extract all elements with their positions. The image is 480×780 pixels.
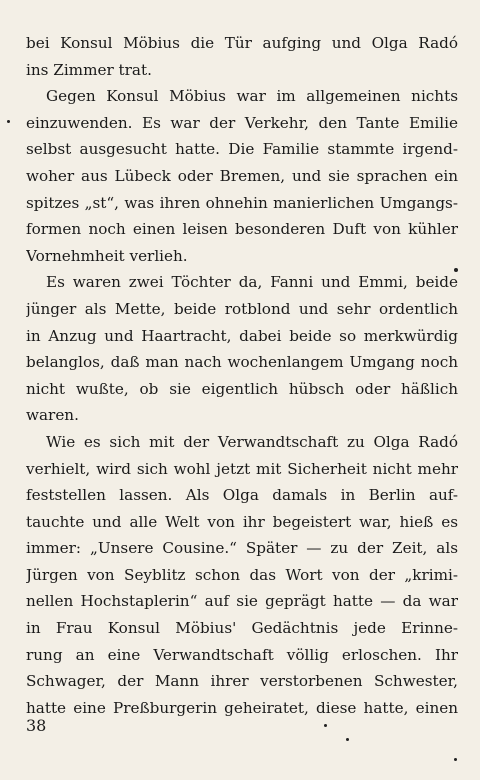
print-speck [324,724,327,727]
page-number: 38 [26,716,47,735]
body-text [26,30,458,721]
text-line: nellen Hochstaplerin“ auf sie geprägt hatte — da war [26,592,458,611]
text-line: in Frau Konsul Möbius' Gedächtnis jede Erinne- [26,619,458,638]
print-speck [454,268,458,272]
text-line: Schwager, der Mann ihrer verstorbenen Schwester, [26,672,458,691]
text-line: woher aus Lübeck oder Bremen, und sie sprachen ein [26,166,458,185]
text-line: einzuwenden. Es war der Verkehr, den Tante Emilie [26,113,458,132]
print-speck [7,120,10,123]
print-speck [454,758,457,761]
text-line: in Anzug und Haartracht, dabei beide so merkwürdig [26,326,458,345]
text-line: immer: „Unsere Cousine.“ Später — zu der Zeit, als [26,539,458,558]
text-line: belanglos, daß man nach wochenlangem Umgang noch [26,353,458,372]
text-line: Wie es sich mit der Verwandtschaft zu Olga Radó [46,432,458,451]
text-line: bei Konsul Möbius die Tür aufging und Olga Radó [26,34,458,52]
text-line: selbst ausgesucht hatte. Die Familie stammte irgend- [26,140,458,159]
text-line: tauchte und alle Welt von ihr begeistert war, hieß es [26,512,458,531]
text-line: spitzes „st“, was ihren ohnehin manierlichen Umgangs- [26,193,458,212]
text-line: verhielt, wird sich wohl jetzt mit Sicherheit nicht mehr [26,459,458,478]
text-line: rung an eine Verwandtschaft völlig erloschen. Ihr [26,645,458,664]
text-line: jünger als Mette, beide rotblond und sehr ordentlich [26,299,458,318]
text-line: Gegen Konsul Möbius war im allgemeinen nichts [46,87,458,106]
text-line: ins Zimmer trat. [26,60,152,79]
text-line: Es waren zwei Töchter da, Fanni und Emmi, beide [46,273,458,292]
text-line: waren. [26,406,79,425]
text-line: hatte eine Preßburgerin geheiratet, diese hatte, einen [26,698,458,717]
text-line: nicht wußte, ob sie eigentlich hübsch oder häßlich [26,379,458,398]
text-line: Jürgen von Seyblitz schon das Wort von der „krimi- [26,565,458,584]
text-line: formen noch einen leisen besonderen Duft von kühler [26,220,458,239]
text-line: Vornehmheit verlieh. [26,246,188,265]
text-line: feststellen lassen. Als Olga damals in Berlin auf- [26,486,458,505]
print-speck [346,738,349,741]
